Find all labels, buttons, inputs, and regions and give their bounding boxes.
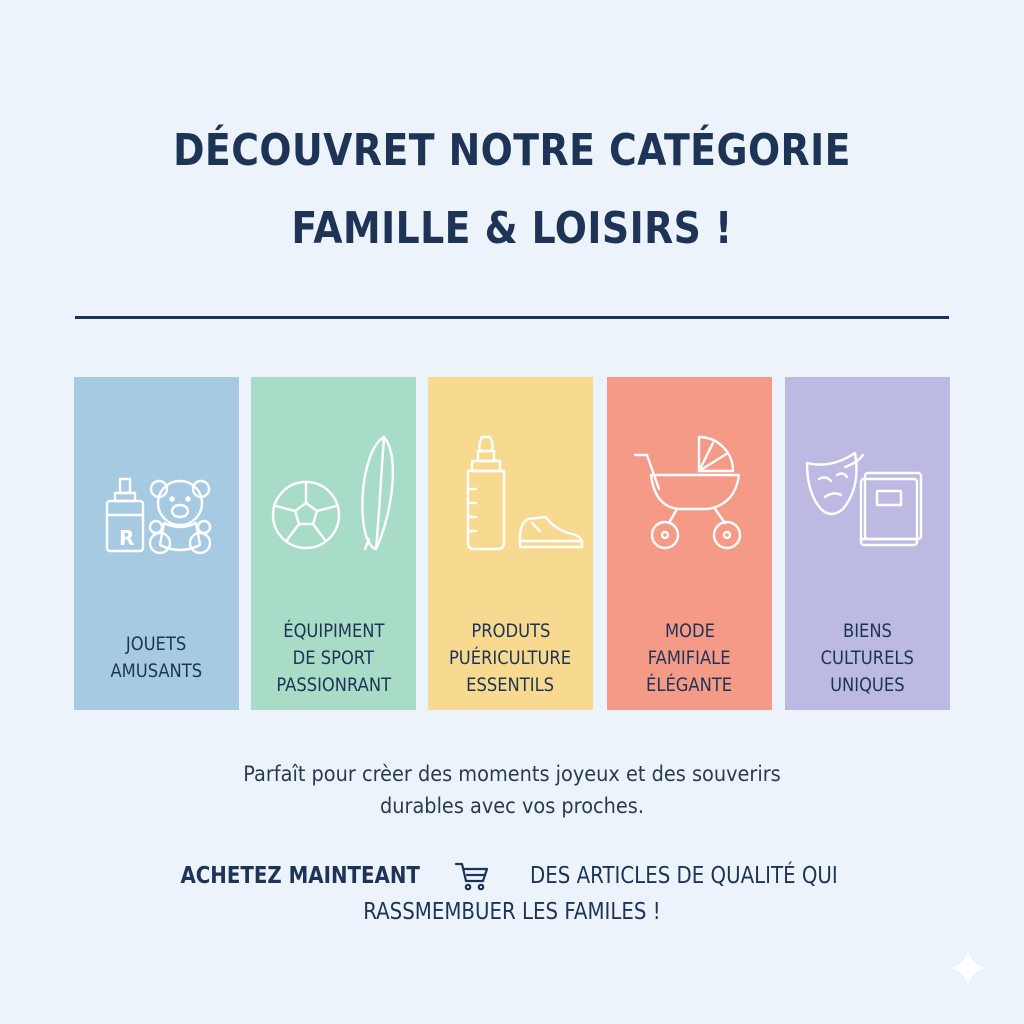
- call-to-action: [0, 858, 1024, 930]
- svg-text:R: R: [119, 526, 135, 550]
- stroller-icon: [607, 427, 772, 567]
- baby-bottle-and-shoe-icon: [428, 427, 593, 567]
- category-cards: [74, 377, 950, 710]
- category-card-mode[interactable]: [607, 377, 772, 710]
- category-label: [785, 613, 950, 703]
- category-label-line: AMUSANTS: [110, 660, 203, 682]
- soccer-ball-and-surfboard-icon: [251, 427, 416, 567]
- cta-text-line-2: RASSMEMBUER LES FAMILES !: [363, 899, 661, 925]
- tagline: [0, 758, 1024, 822]
- cta-text-line-1: DES ARTICLES DE QUALITÉ QUI: [530, 863, 839, 889]
- category-label-line: PUÉRICULTURE: [449, 646, 572, 669]
- buy-now-link[interactable]: ACHETEZ MAINTEANT: [180, 863, 420, 889]
- tagline-line-2: durables avec vos proches.: [380, 794, 644, 818]
- category-card-sport[interactable]: [251, 377, 416, 710]
- category-label-line: UNIQUES: [830, 673, 905, 696]
- shopping-cart-icon[interactable]: [453, 859, 491, 893]
- title-divider: [75, 316, 949, 319]
- title-line-1: DÉCOUVRET NOTRE CATÉGORIE: [173, 125, 851, 176]
- category-label-line: ÉLÉGANTE: [646, 673, 733, 696]
- category-label-line: BIENS: [843, 619, 892, 642]
- category-label-line: ÉQUIPIMENT: [282, 619, 385, 642]
- category-card-jouets[interactable]: [74, 377, 239, 710]
- category-label: [428, 613, 593, 703]
- category-label: [251, 613, 416, 703]
- category-label: [607, 613, 772, 703]
- category-label-line: MODE: [664, 619, 715, 642]
- category-label-line: CULTURELS: [820, 646, 915, 669]
- category-label-line: ESSENTILS: [466, 673, 555, 696]
- category-label-line: JOUETS: [126, 633, 187, 655]
- baby-bottle-and-teddy-bear-icon: [74, 427, 239, 567]
- sparkle-icon: [946, 946, 990, 990]
- category-label-line: PASSIONRANT: [276, 673, 391, 696]
- page-title: [72, 112, 953, 268]
- category-label: [74, 613, 239, 703]
- category-card-culture[interactable]: [785, 377, 950, 710]
- theater-mask-and-book-icon: [785, 427, 950, 567]
- category-label-line: DE SPORT: [292, 646, 375, 669]
- category-label-line: PRODUTS: [471, 619, 550, 642]
- category-label-line: FAMIFIALE: [648, 646, 731, 669]
- title-line-2: FAMILLE & LOISIRS !: [291, 203, 733, 254]
- tagline-line-1: Parfaît pour crèer des moments joyeux et des souverirs: [243, 762, 781, 786]
- category-card-puericulture[interactable]: [428, 377, 593, 710]
